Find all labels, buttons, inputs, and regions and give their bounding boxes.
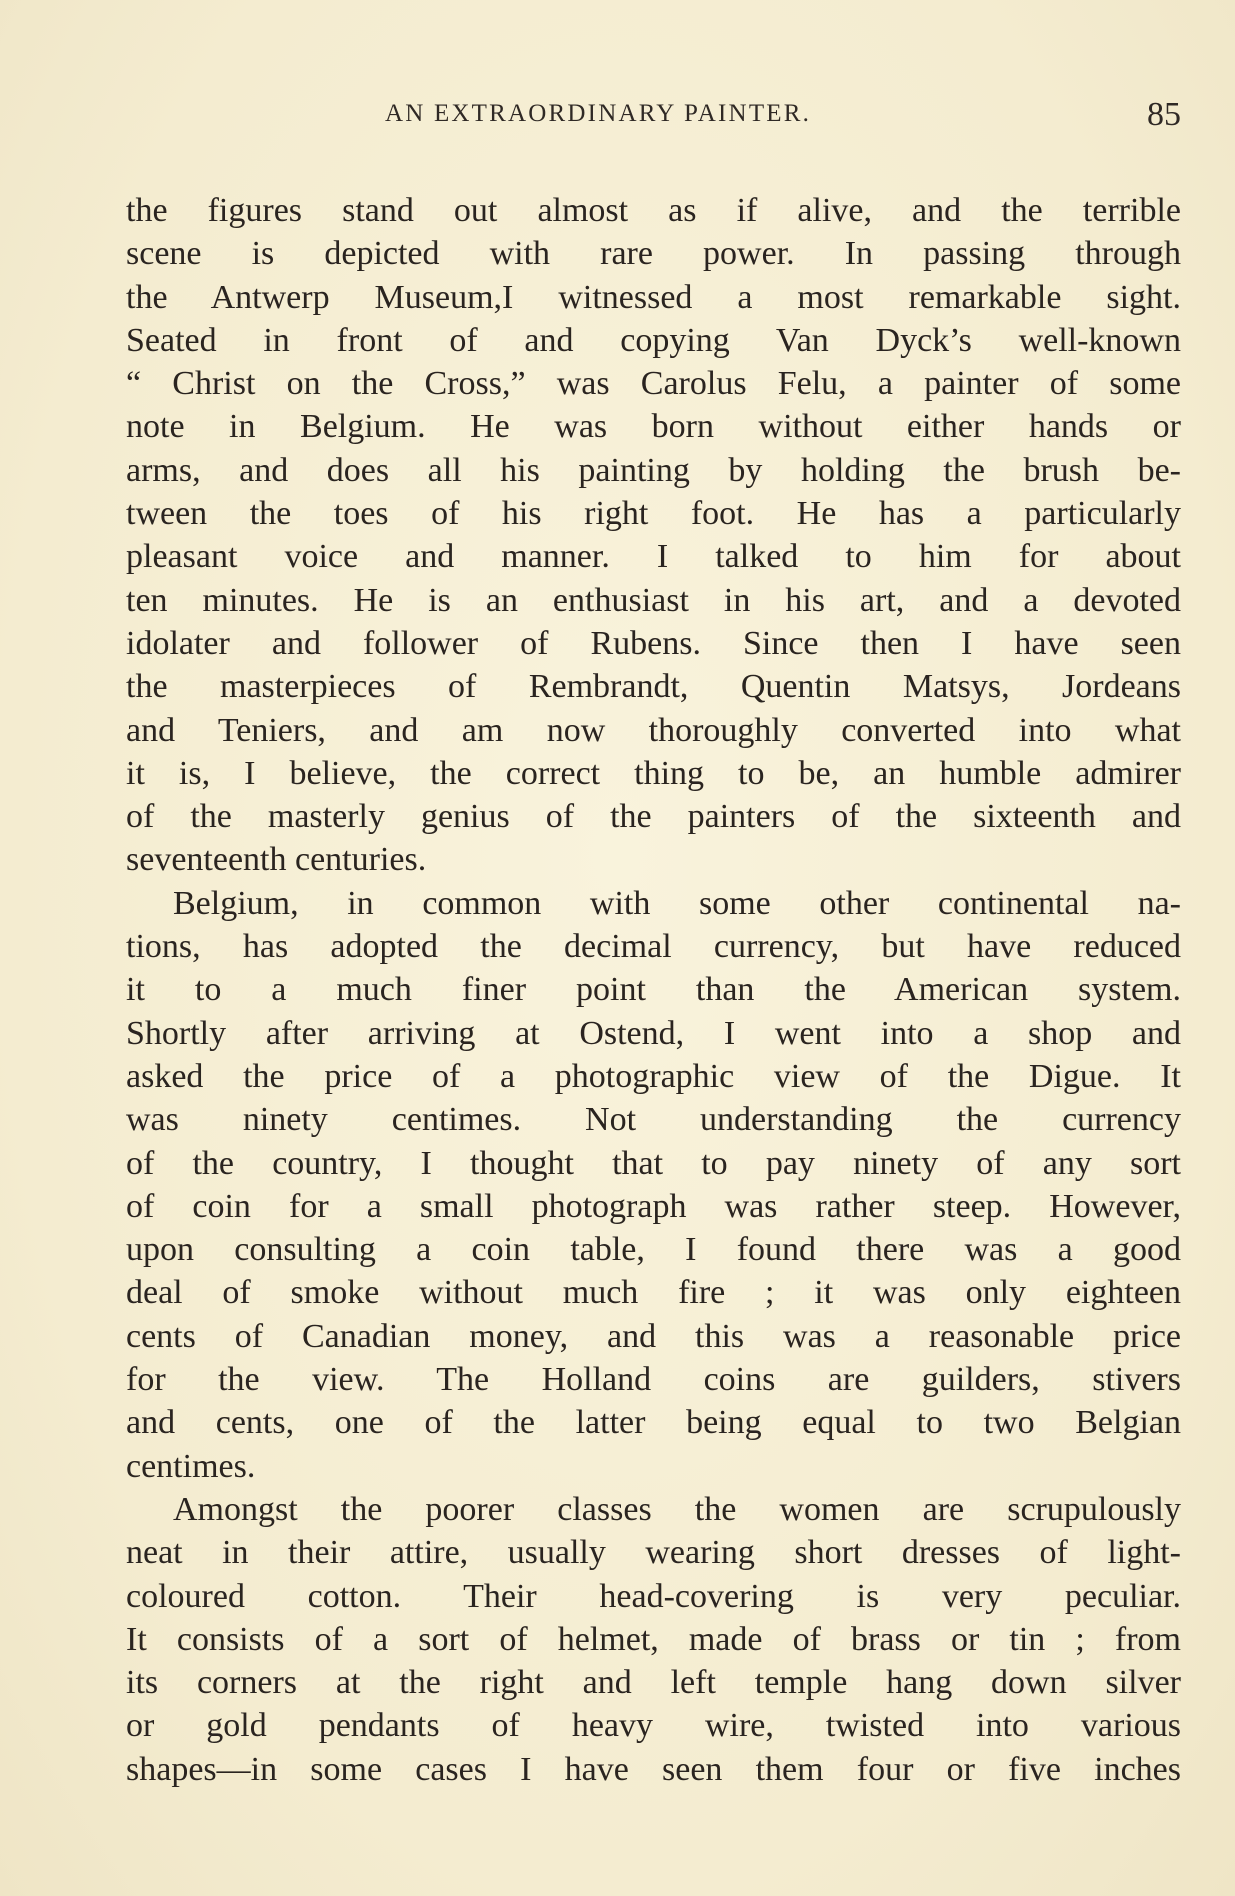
text-line: tions, has adopted the decimal currency, but have reduced xyxy=(126,928,1181,966)
text-line: shapes—in some cases I have seen them four or five inches xyxy=(126,1750,1181,1788)
body-text xyxy=(126,189,1181,1791)
text-line: it is, I believe, the correct thing to be, an humble admirer xyxy=(126,754,1181,792)
text-line: coloured cotton. Their head-covering is very peculiar. xyxy=(126,1577,1181,1615)
text-line: Belgium, in common with some other continental na- xyxy=(173,884,1181,922)
text-line: of the masterly genius of the painters of the sixteenth and xyxy=(126,798,1181,836)
text-line: deal of smoke without much fire ; it was only eighteen xyxy=(126,1274,1181,1312)
text-line: tween the toes of his right foot. He has a particularly xyxy=(126,495,1181,533)
text-line: the masterpieces of Rembrandt, Quentin Matsys, Jordeans xyxy=(126,668,1181,706)
text-line: scene is depicted with rare power. In passing through xyxy=(126,235,1181,273)
text-line: the Antwerp Museum,I witnessed a most remarkable sight. xyxy=(126,278,1181,316)
text-line: “ Christ on the Cross,” was Carolus Felu, a painter of some xyxy=(126,365,1181,403)
text-line: of coin for a small photograph was rather steep. However, xyxy=(126,1187,1181,1225)
text-line: or gold pendants of heavy wire, twisted into various xyxy=(126,1707,1181,1745)
page-number: 85 xyxy=(1147,96,1181,133)
text-line: its corners at the right and left temple hang down silver xyxy=(126,1664,1181,1702)
text-line: the figures stand out almost as if alive, and the terrible xyxy=(126,192,1181,229)
text-line: ten minutes. He is an enthusiast in his art, and a devoted xyxy=(126,581,1181,619)
text-line: neat in their attire, usually wearing short dresses of light- xyxy=(126,1534,1181,1572)
text-line: and cents, one of the latter being equal to two Belgian xyxy=(126,1404,1181,1442)
text-line: for the view. The Holland coins are guilders, stivers xyxy=(126,1361,1181,1399)
text-line: seventeenth centuries. xyxy=(126,841,427,879)
text-line: Shortly after arriving at Ostend, I went into a shop and xyxy=(126,1014,1181,1052)
text-line: idolater and follower of Rubens. Since then I have seen xyxy=(126,624,1181,662)
text-line: it to a much finer point than the American system. xyxy=(126,971,1181,1009)
text-line: centimes. xyxy=(126,1447,256,1485)
text-line: and Teniers, and am now thoroughly converted into what xyxy=(126,711,1181,749)
text-line: Seated in front of and copying Van Dyck’s well-known xyxy=(126,321,1181,359)
text-line: It consists of a sort of helmet, made of brass or tin ; from xyxy=(126,1620,1181,1658)
text-line: of the country, I thought that to pay ninety of any sort xyxy=(126,1144,1181,1182)
text-line: asked the price of a photographic view of the Digue. It xyxy=(126,1057,1181,1095)
text-line: upon consulting a coin table, I found there was a good xyxy=(126,1231,1181,1269)
text-line: pleasant voice and manner. I talked to him for about xyxy=(126,538,1181,576)
text-line: was ninety centimes. Not understanding the currency xyxy=(126,1101,1181,1139)
text-line: arms, and does all his painting by holding the brush be- xyxy=(126,451,1181,489)
text-line: cents of Canadian money, and this was a reasonable price xyxy=(126,1317,1181,1355)
running-title: AN EXTRAORDINARY PAINTER. xyxy=(385,100,812,127)
text-line: Amongst the poorer classes the women are scrupulously xyxy=(173,1490,1181,1528)
text-line: note in Belgium. He was born without either hands or xyxy=(126,408,1181,446)
